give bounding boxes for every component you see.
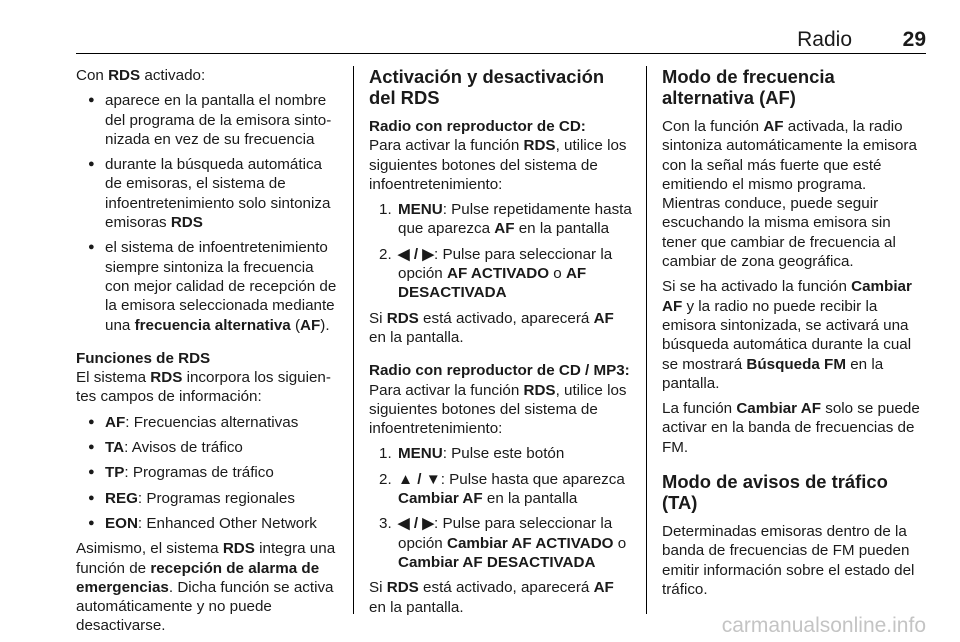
list-item: 3. ◀ / ▶: Pulse para seleccionar la opción Cambiar AF ACTIVADO o Cambiar AF DESACTIVADA xyxy=(379,515,627,571)
column-divider xyxy=(646,66,647,614)
header-rule xyxy=(76,53,926,54)
list-item: ● TA: Avisos de tráfico xyxy=(76,438,339,457)
list-item: 1. MENU: Pulse repetidamente hasta que aparezca AF en la pantalla xyxy=(379,201,632,238)
section-title: Radio xyxy=(797,28,852,51)
feature-list xyxy=(76,413,339,533)
numbered-list xyxy=(369,200,632,302)
list-item: 2. ◀ / ▶: Pulse para seleccionar la opción AF ACTIVADO o AF DESACTIVADA xyxy=(379,245,613,302)
section-heading: Activación y desactivación del RDS xyxy=(369,66,605,108)
list-item: 1. MENU: Pulse este botón xyxy=(379,445,565,463)
column-middle xyxy=(369,66,632,623)
paragraph: Si RDS está activado, aparecerá AF en la pantalla. xyxy=(369,579,614,616)
section-heading: Modo de avisos de tráfico (TA) xyxy=(662,471,888,514)
list-item: ● EON: Enhanced Other Network xyxy=(76,514,339,533)
paragraph: La función Cambiar AF solo se puede activar en la banda de frecuencias de FM. xyxy=(662,400,920,456)
bullet-list xyxy=(76,91,339,335)
paragraph: Si se ha activado la función Cambiar AF y la radio no puede recibir la emisora sintonizada, se activará una búsqueda automática durante la cual se mostrará Búsqueda FM en la pantalla. xyxy=(662,278,912,392)
list-item: ● aparece en la pantalla el nombre del programa de la emisora sintonizada en vez de su frecuencia xyxy=(76,91,339,149)
list-item: ● durante la búsqueda automática de emisoras, el sistema de infoentretenimiento solo sintoniza emisoras RDS xyxy=(76,155,339,232)
paragraph: Con RDS activado: xyxy=(76,67,206,84)
paragraph: Determinadas emisoras dentro de la banda de frecuencias de FM pueden emitir información sobre el estado del tráfico. xyxy=(662,523,915,598)
paragraph: Para activar la función RDS, utilice los siguientes botones del sistema de infoentretenimiento: xyxy=(369,381,627,438)
column-divider xyxy=(353,66,354,614)
column-right xyxy=(662,66,926,605)
paragraph: El sistema RDS incorpora los siguientes campos de información: xyxy=(76,369,331,406)
list-item: ● AF: Frecuencias alternativas xyxy=(76,413,339,432)
column-left xyxy=(76,66,339,642)
subheading: Funciones de RDS xyxy=(76,349,211,367)
list-item: ● REG: Programas regionales xyxy=(76,489,339,508)
subheading: Radio con reproductor de CD / MP3: xyxy=(369,362,630,380)
watermark: carmanualsonline.info xyxy=(721,614,926,637)
numbered-list xyxy=(369,444,632,572)
paragraph: Para activar la función RDS, utilice los siguientes botones del sistema de infoentretenimiento: xyxy=(369,137,627,193)
subheading: Radio con reproductor de CD: xyxy=(369,118,586,135)
page-header xyxy=(0,28,960,56)
list-item: 2. ▲ / ▼: Pulse hasta que aparezca Cambiar AF en la pantalla xyxy=(379,470,625,508)
page-number: 29 xyxy=(902,28,926,51)
paragraph: Con la función AF activada, la radio sintoniza automáticamente la emisora con la señal más fuerte que esté emitiendo el mismo programa. Mientras conduce, puede seguir escuchando la misma emisora sin tener que cambiar de frecuencia al cambiar de zona geográfica. xyxy=(662,118,917,271)
list-item: ● el sistema de infoentretenimiento siempre sintoniza la frecuencia con mejor calidad de recepción de la emisora seleccionada mediante una frecuencia alternativa (AF). xyxy=(76,238,339,334)
paragraph: Si RDS está activado, aparecerá AF en la pantalla. xyxy=(369,309,614,346)
section-heading: Modo de frecuencia alternativa (AF) xyxy=(662,66,835,108)
paragraph: Asimismo, el sistema RDS integra una función de recepción de alarma de emergencias. Dicha función se activa automáticamente y no puede desactivarse. xyxy=(76,540,336,635)
list-item: ● TP: Programas de tráfico xyxy=(76,463,339,482)
